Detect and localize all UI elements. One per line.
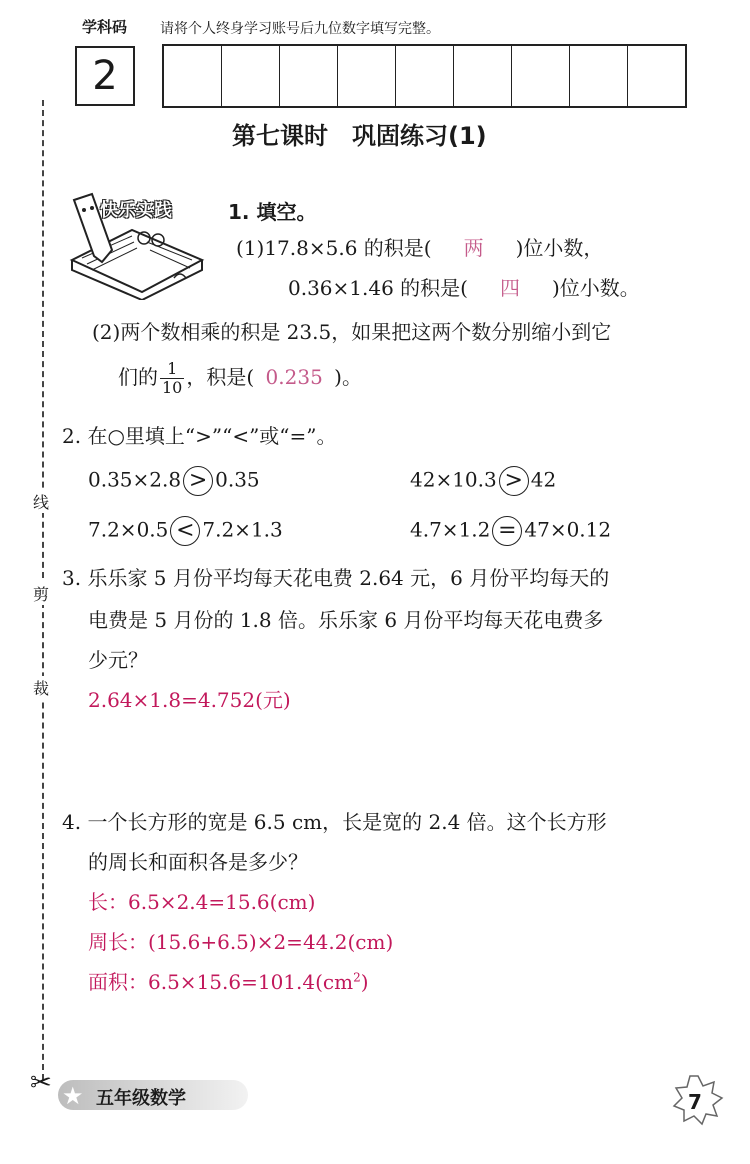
q1-part1b-suffix: )位小数。 — [551, 276, 640, 300]
compare-right: 7.2×1.3 — [202, 517, 283, 542]
side-mark-jian: 剪 — [33, 582, 49, 605]
compare-left: 4.7×1.2 — [410, 517, 491, 542]
q2-stem: 2. 在○里填上“>”“<”或“=”。 — [62, 424, 337, 448]
id-cell[interactable] — [222, 46, 280, 106]
happy-practice-badge: 快乐实践 — [100, 200, 172, 221]
page-number: 7 — [688, 1090, 702, 1114]
q1-part1-suffix: )位小数， — [515, 236, 604, 260]
compare-circle[interactable]: < — [170, 516, 200, 546]
id-cell[interactable] — [570, 46, 628, 106]
fraction-denominator: 10 — [162, 378, 183, 397]
q1-part2-mid: ，积是( — [186, 365, 255, 389]
compare-left: 0.35×2.8 — [88, 467, 182, 492]
q3-line1: 3. 乐乐家 5 月份平均每天花电费 2.64 元，6 月份平均每天的 — [62, 566, 610, 590]
star-icon: ★ — [62, 1082, 84, 1110]
q1-part1-prefix: (1)17.8×5.6 的积是( — [236, 236, 432, 260]
subject-code-box: 2 — [75, 46, 135, 106]
q4-line2: 的周长和面积各是多少？ — [88, 850, 308, 874]
area-exponent: 2 — [353, 970, 361, 985]
compare-circle[interactable]: > — [183, 466, 213, 496]
q1-part1b — [288, 272, 640, 301]
id-cell[interactable] — [338, 46, 396, 106]
id-cell[interactable] — [280, 46, 338, 106]
id-cell[interactable] — [512, 46, 570, 106]
lesson-title: 第七课时 巩固练习(1) — [232, 122, 487, 150]
side-mark-xian: 线 — [33, 490, 49, 513]
q3-line3: 少元？ — [88, 648, 148, 672]
q4-answer-perimeter[interactable]: 周长：(15.6+6.5)×2=44.2(cm) — [88, 930, 394, 954]
q1-part2-line2 — [118, 360, 362, 397]
footer-label: 五年级数学 — [96, 1088, 186, 1109]
id-cell[interactable] — [164, 46, 222, 106]
compare-left: 7.2×0.5 — [88, 517, 169, 542]
q2-item-4 — [410, 516, 611, 546]
area-close: ) — [360, 970, 369, 994]
side-mark-cai: 裁 — [33, 676, 49, 699]
q3-answer[interactable]: 2.64×1.8=4.752(元) — [88, 688, 291, 712]
compare-right: 0.35 — [215, 467, 260, 492]
compare-right: 42 — [530, 467, 557, 492]
q1-part1 — [236, 232, 603, 261]
q2-item-3 — [88, 516, 283, 546]
fraction — [160, 360, 184, 397]
compare-right: 47×0.12 — [524, 517, 612, 542]
q1-part1-answer[interactable]: 两 — [463, 236, 484, 260]
subject-code-label: 学科码 — [82, 18, 128, 36]
q2-item-1 — [88, 466, 260, 496]
account-id-grid[interactable] — [162, 44, 687, 108]
compare-circle[interactable]: = — [492, 516, 522, 546]
q4-answer-length[interactable]: 长：6.5×2.4=15.6(cm) — [88, 890, 316, 914]
header-note: 请将个人终身学习账号后九位数字填写完整。 — [160, 21, 440, 37]
q1-part1b-prefix: 0.36×1.46 的积是( — [288, 276, 468, 300]
q4-line1: 4. 一个长方形的宽是 6.5 cm，长是宽的 2.4 倍。这个长方形 — [62, 810, 607, 834]
q3-line2: 电费是 5 月份的 1.8 倍。乐乐家 6 月份平均每天花电费多 — [88, 608, 604, 632]
q1-part1b-answer[interactable]: 四 — [499, 276, 520, 300]
compare-circle[interactable]: > — [499, 466, 529, 496]
q1-part2-answer[interactable]: 0.235 — [265, 365, 323, 389]
id-cell[interactable] — [628, 46, 685, 106]
q4-answer-area[interactable] — [88, 966, 369, 995]
scissors-icon: ✂ — [30, 1068, 52, 1098]
id-cell[interactable] — [454, 46, 512, 106]
q1-part2-suffix: )。 — [334, 365, 362, 389]
id-cell[interactable] — [396, 46, 454, 106]
fraction-numerator: 1 — [160, 360, 184, 379]
q1-part2-prefix: 们的 — [118, 365, 158, 389]
q1-stem: 1. 填空。 — [228, 200, 317, 224]
area-text: 面积：6.5×15.6=101.4(cm — [88, 970, 354, 994]
q2-item-2 — [410, 466, 556, 496]
q1-part2-line1: (2)两个数相乘的积是 23.5，如果把这两个数分别缩小到它 — [92, 320, 612, 344]
compare-left: 42×10.3 — [410, 467, 497, 492]
